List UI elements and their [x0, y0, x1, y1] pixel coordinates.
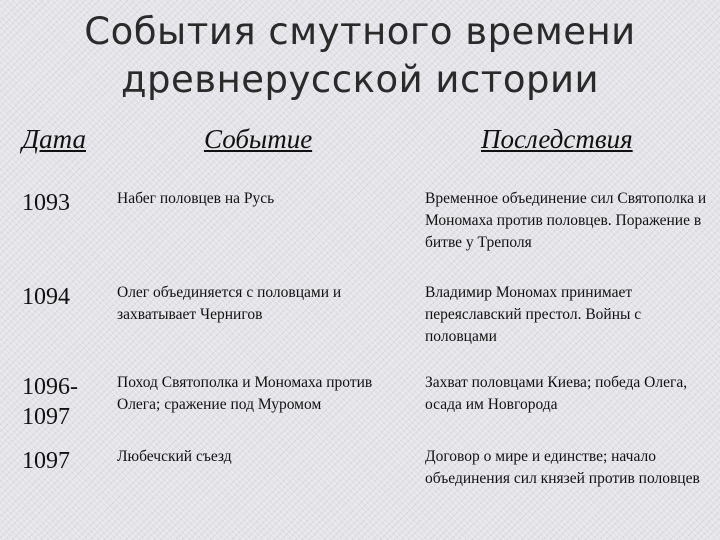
page-title — [0, 8, 720, 104]
row-date: 1097 — [22, 448, 70, 474]
column-header-event: Событие — [204, 124, 313, 154]
row-event: Набег половцев на Русь — [117, 190, 275, 207]
title-line-2: древнерусской истории — [120, 58, 600, 101]
row-event: Олег объединяется с половцами и захватывает Чернигов — [117, 284, 342, 323]
row-event: Поход Святополка и Мономаха против Олега; сражение под Муромом — [117, 374, 373, 413]
title-line-1: События смутного времени — [84, 10, 636, 53]
row-consequences: Захват половцами Киева; победа Олега, осада им Новгорода — [425, 374, 688, 413]
row-date: 1094 — [22, 284, 70, 310]
column-header-consequences: Последствия — [481, 124, 633, 154]
row-date: 1093 — [22, 190, 70, 216]
row-consequences: Договор о мире и единстве; начало объединения сил князей против половцев — [425, 448, 700, 487]
row-event: Любечский съезд — [117, 448, 232, 465]
row-consequences: Временное объединение сил Святополка и Мономаха против половцев. Поражение в битве у Треполя — [425, 190, 707, 251]
row-date: 1096-1097 — [22, 374, 78, 430]
column-header-date: Дата — [22, 124, 87, 154]
row-consequences: Владимир Мономах принимает переяславский престол. Войны с половцами — [425, 284, 642, 345]
